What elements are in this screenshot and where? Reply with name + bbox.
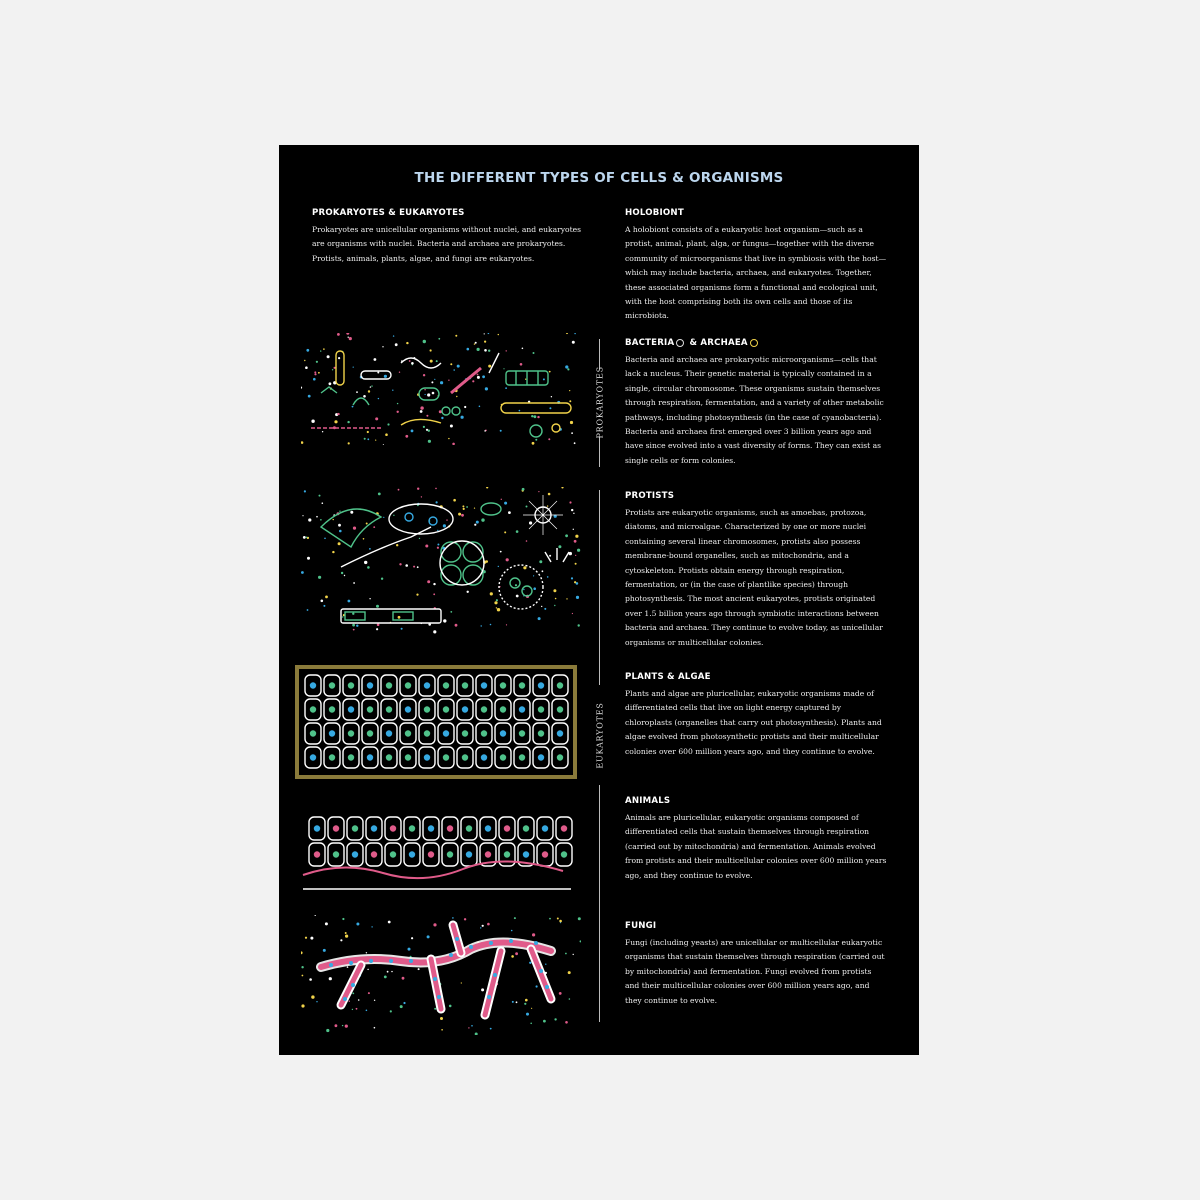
bacteria-symbol-icon: [676, 339, 684, 347]
animal-tissue-icon: [303, 817, 572, 889]
section-prokaryotes-eukaryotes: [312, 208, 582, 266]
section-animals: [625, 796, 887, 883]
plant-tissue-icon: [297, 667, 575, 777]
bacteria-archaea-illustration: [301, 333, 581, 445]
heading-bacteria: BACTERIA: [625, 338, 675, 348]
poster: [279, 145, 919, 1055]
bracket-line: [599, 437, 600, 467]
animals-illustration: [295, 795, 579, 903]
section-heading: [625, 338, 887, 348]
section-body: Prokaryotes are unicellular organisms without nuclei, and eukaryotes are organisms with nuclei. Bacteria and archaea are prokaryotes. Protists, animals, plants, algae, and fungi are eukaryotes.: [312, 225, 582, 263]
fungi-illustration: [301, 915, 581, 1035]
protist-icon: [301, 487, 580, 634]
section-bacteria-archaea: [625, 338, 887, 468]
section-body: Plants and algae are pluricellular, eukaryotic organisms made of differentiated cells that live on light energy captured by chloroplasts (organelles that carry out photosynthesis). Plants and algae evolved from photosynthetic protists and their multicellular colonies over 600 million years ago, and they continue to evolve.: [625, 689, 882, 756]
section-protists: [625, 491, 887, 650]
section-body: Protists are eukaryotic organisms, such as amoebas, protozoa, diatoms, and microalgae. Characterized by one or more nuclei containing several linear chromosomes, protists also possess membrane-bound organelles, such as mitochondria, and a cytoskeleton. Protists obtain energy through respiration, fermentation, or (in the case of plantlike species) through photosynthesis. The most ancient eukaryotes, protists originated over 1.5 billion years ago through symbiotic interactions between bacteria and archaea. They continue to evolve today, as unicellular organisms or multicellular colonies.: [625, 508, 883, 647]
section-body: Bacteria and archaea are prokaryotic microorganisms—cells that lack a nucleus. Their genetic material is typically contained in a single, circular chromosome. These organisms sustain themselves through respiration, fermentation, and a variety of other metabolic pathways, including photosynthesis (in the case of cyanobacteria). Bacteria and archaea first emerged over 3 billion years ago and have since evolved into a vast diversity of forms. They can exist as single cells or form colonies.: [625, 355, 884, 465]
section-heading: PROKARYOTES & EUKARYOTES: [312, 208, 465, 218]
section-plants-algae: [625, 672, 887, 759]
prokaryotes-label: PROKARYOTES: [595, 366, 605, 439]
section-fungi: [625, 921, 887, 1008]
section-heading: HOLOBIONT: [625, 208, 684, 218]
eukaryotes-label: EUKARYOTES: [595, 702, 605, 769]
bracket-line: [599, 785, 600, 1022]
bracket-line: [599, 339, 600, 369]
plants-algae-illustration: [295, 665, 579, 781]
heading-archaea: & ARCHAEA: [689, 338, 748, 348]
section-body: Fungi (including yeasts) are unicellular or multicellular eukaryotic organisms that sustain themselves through respiration (carried out by mitochondria) and fermentation. Fungi evolved from protists and their multicellular colonies over 600 million years ago, and they continue to evolve.: [625, 938, 885, 1005]
section-heading: PROTISTS: [625, 491, 675, 501]
page-title: THE DIFFERENT TYPES OF CELLS & ORGANISMS: [414, 170, 784, 186]
archaea-symbol-icon: [750, 339, 758, 347]
fungal-hyphae-icon: [301, 915, 581, 1035]
section-heading: FUNGI: [625, 921, 657, 931]
bracket-line: [599, 490, 600, 685]
section-holobiont: [625, 208, 887, 324]
section-heading: PLANTS & ALGAE: [625, 672, 711, 682]
bacteria-colony-icon: [301, 333, 576, 445]
section-body: Animals are pluricellular, eukaryotic organisms composed of differentiated cells that sustain themselves through respiration (carried out by mitochondria) and fermentation. Animals evolved from protists and their multicellular colonies over 600 million years ago, and they continue to evolve.: [625, 813, 887, 880]
section-heading: ANIMALS: [625, 796, 671, 806]
section-body: A holobiont consists of a eukaryotic host organism—such as a protist, animal, plant, alga, or fungus—together with the diverse community of microorganisms that live in symbiosis with the host—which may include bacteria, archaea, and eukaryotes. Together, these associated organisms form a functional and ecological unit, with the host comprising both its own cells and those of its microbiota.: [625, 225, 887, 321]
protists-illustration: [301, 487, 581, 635]
